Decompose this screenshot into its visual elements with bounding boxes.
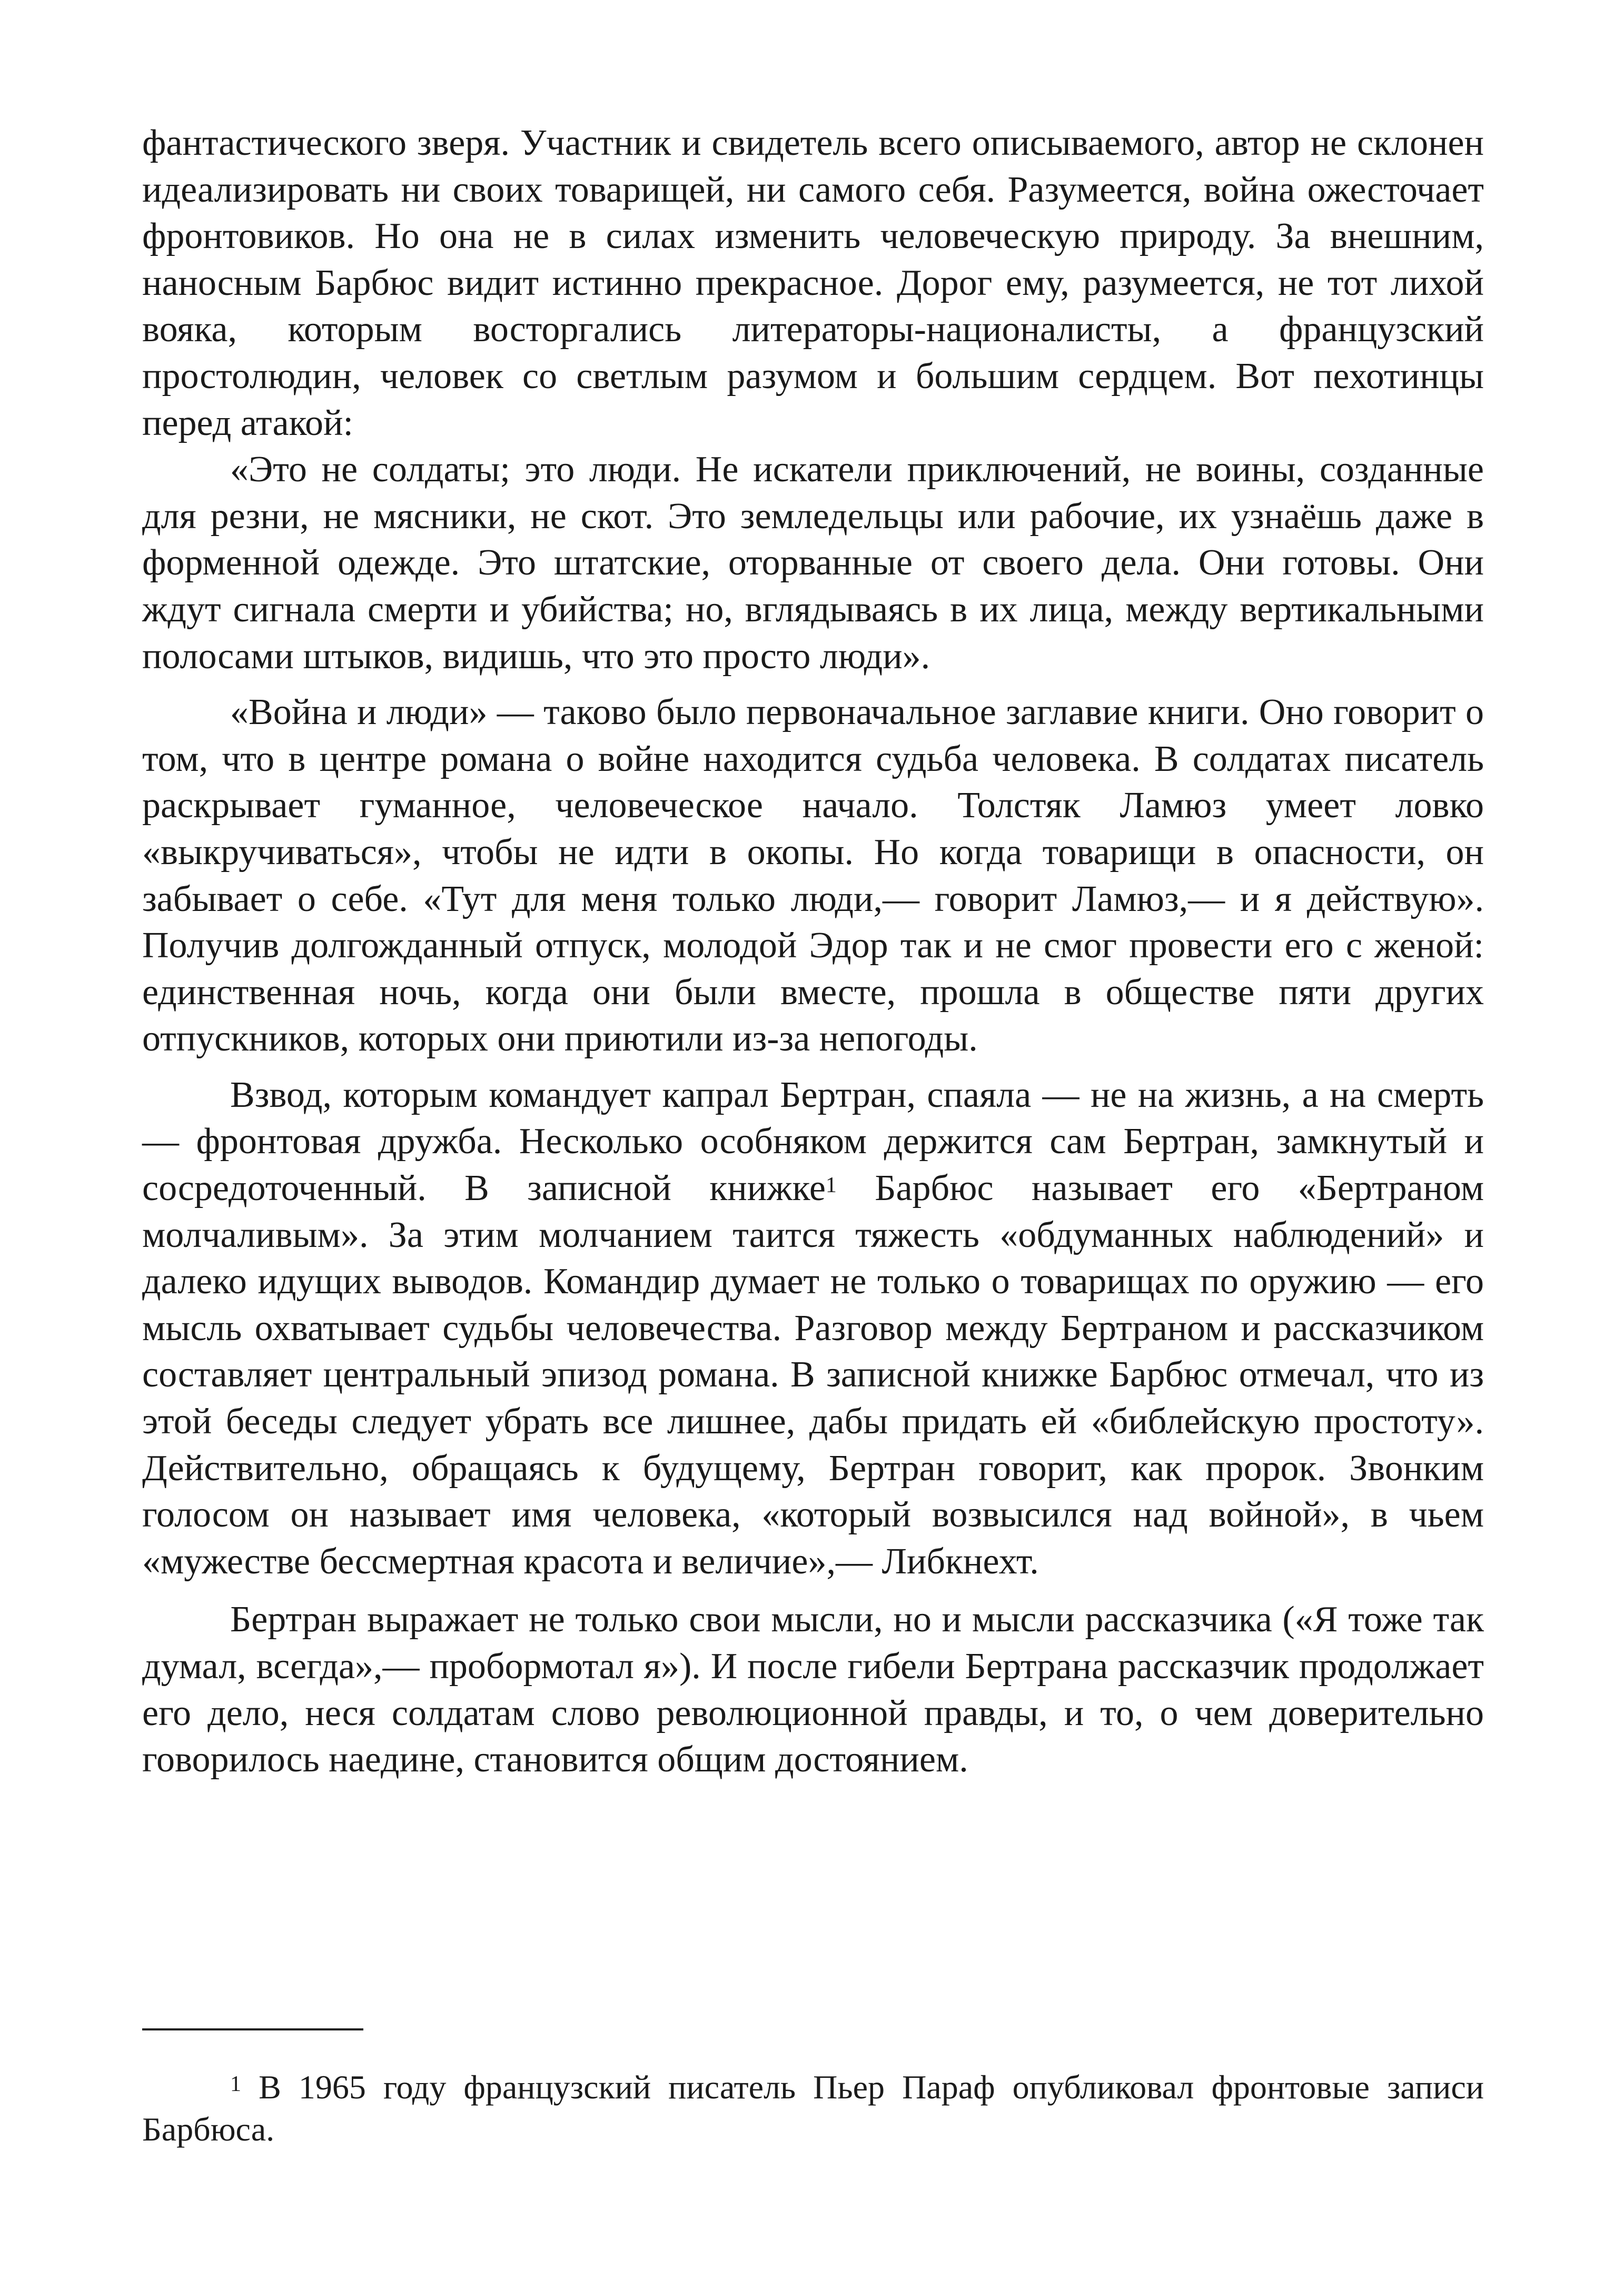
paragraph-bertrand-part1: Взвод, которым командует капрал Бертран, спаяла — не на жизнь, а на смерть — фронтовая дружба. Несколько особняком держится сам Бертран, замкнутый и сосредоточенный. В записной книжке [142,1074,1484,1209]
footnote-reference: 1 [825,1173,837,1198]
footnote-text: В 1965 году французский писатель Пьер Параф опубликовал фронтовые записи Барбюса. [142,2068,1484,2148]
paragraph-narrator: Бертран выражает не только свои мысли, но и мысли рассказчика («Я тоже так думал, всегда»,— пробормотал я»). И после гибели Бертрана рассказчик продолжает его дело, неся солдатам слово революционной правды, и то, о чем доверительно говорилось наедине, становится общим достоянием. [142,1599,1484,1780]
paragraph-bertrand-part2: Барбюс называет его «Бертраном молчаливым». За этим молчанием таится тяжесть «обдуманных наблюдений» и далеко идущих выводов. Командир думает не только о товарищах по оружию — его мысль охватывает судьбы человечества. Разговор между Бертраном и рассказчиком составляет центральный эпизод романа. В записной книжке Барбюс отмечал, что из этой беседы следует убрать все лишнее, дабы придать ей «библейскую простоту». Действительно, обращаясь к будущему, Бертран говорит, как пророк. Звонким голосом он называет имя человека, «который возвысился над войной», в чьем «мужестве бессмертная красота и величие»,— Либкнехт. [142,1168,1484,1582]
paragraph-continuation: фантастического зверя. Участник и свидетель всего описываемого, автор не склонен идеализировать ни своих товарищей, ни самого себя. Разумеется, война ожесточает фронтовиков. Но она не в силах изменить человеческую природу. За внешним, наносным Барбюс видит истинно прекрасное. Дорог ему, разумеется, не тот лихой вояка, которым восторгались литераторы-националисты, а французский простолюдин, человек со светлым разумом и большим сердцем. Вот пехотинцы перед атакой: [142,123,1484,443]
paragraph-quote: «Это не солдаты; это люди. Не искатели приключений, не воины, созданные для резни, не мясники, не скот. Это земледельцы или рабочие, их узнаёшь даже в форменной одежде. Это штатские, оторванные от своего дела. Они готовы. Они ждут сигнала смерти и убийства; но, вглядываясь в их лица, между вертикальными полосами штыков, видишь, что это просто люди». [142,449,1484,677]
body-text [142,120,1484,1784]
footnote-divider [142,2028,363,2030]
paragraph-bertrand [142,1072,1484,1586]
paragraph-war-and-people: «Война и люди» — таково было первоначальное заглавие книги. Оно говорит о том, что в центре романа о войне находится судьба человека. В солдатах писатель раскрывает гуманное, человеческое начало. Толстяк Ламюз умеет ловко «выкручиваться», чтобы не идти в окопы. Но когда товарищи в опасности, он забывает о себе. «Тут для меня только люди,— говорит Ламюз,— и я действую». Получив долгожданный отпуск, молодой Эдор так и не смог провести его с женой: единственная ночь, когда они были вместе, прошла в обществе пяти других отпускников, которых они приютили из-за непогоды. [142,692,1484,1059]
footnote [142,2066,1484,2151]
footnote-mark: 1 [230,2072,241,2096]
